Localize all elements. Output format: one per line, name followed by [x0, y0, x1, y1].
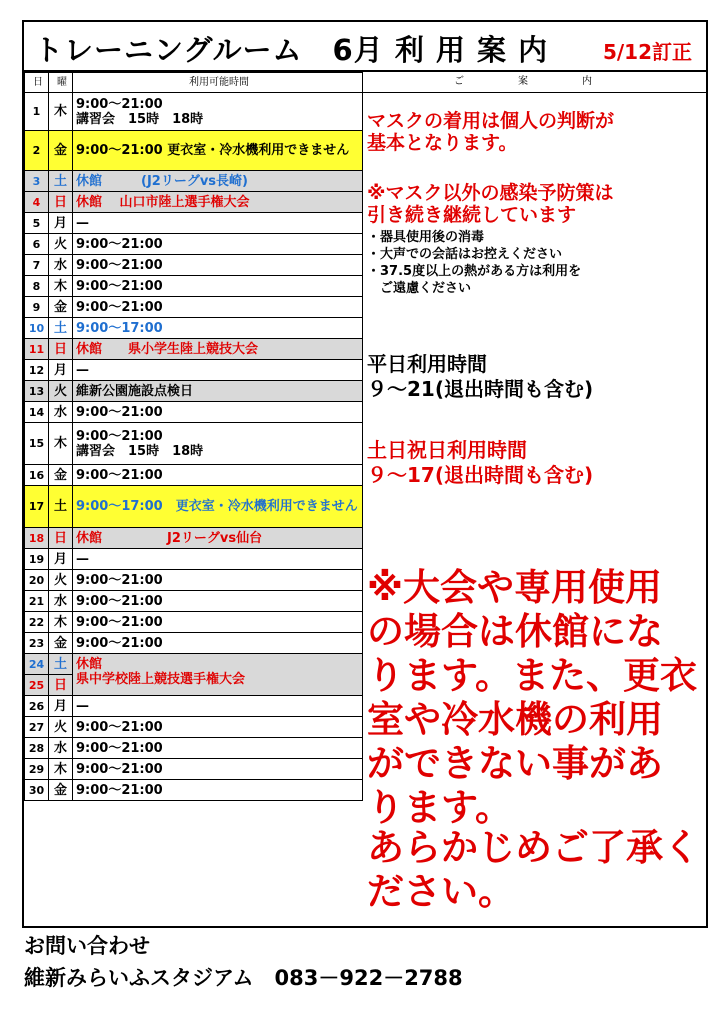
table-row [25, 339, 363, 360]
weekday-cell: 火 [49, 717, 73, 738]
contact-label: お問い合わせ [24, 934, 150, 958]
day-cell: 14 [25, 402, 49, 423]
weekday-cell: 土 [49, 318, 73, 339]
table-row [25, 276, 363, 297]
hours-cell: 9:00～21:00 講習会 15時 18時 [73, 423, 363, 465]
mask-policy-line1: マスクの着用は個人の判断が [367, 110, 615, 132]
weekday-cell: 土 [49, 171, 73, 192]
weekday-cell: 金 [49, 131, 73, 171]
weekend-hours-title: 土日祝日利用時間 [367, 438, 527, 462]
measure-item: ・37.5度以上の熱がある方は利用を [367, 264, 582, 279]
weekday-cell: 木 [49, 93, 73, 131]
table-row [25, 780, 363, 801]
weekday-hours-title: 平日利用時間 [367, 352, 487, 376]
day-cell: 3 [25, 171, 49, 192]
hours-cell: 9:00～17:00 [73, 318, 363, 339]
weekday-cell: 水 [49, 591, 73, 612]
header-day: 日 [25, 73, 49, 93]
schedule-table [24, 72, 363, 801]
hours-cell: 9:00～17:00 更衣室・冷水機利用できません [73, 486, 363, 528]
table-row [25, 549, 363, 570]
day-cell: 9 [25, 297, 49, 318]
table-row [25, 402, 363, 423]
day-cell: 5 [25, 213, 49, 234]
table-row [25, 591, 363, 612]
table-row [25, 612, 363, 633]
hours-cell: — [73, 696, 363, 717]
guide-panel [362, 72, 706, 926]
page-title: トレーニングルーム 6月 利 用 案 内 [34, 33, 549, 67]
other-measures-line1: ※マスク以外の感染予防策は [367, 182, 614, 204]
hours-cell: 9:00～21:00 [73, 255, 363, 276]
day-cell: 17 [25, 486, 49, 528]
table-row [25, 486, 363, 528]
weekday-cell: 金 [49, 780, 73, 801]
table-row [25, 131, 363, 171]
stadium-phone: 維新みらいふスタジアム 083－922－2788 [24, 966, 463, 990]
day-cell: 15 [25, 423, 49, 465]
table-row [25, 633, 363, 654]
other-measures-line2: 引き続き継続しています [367, 204, 577, 226]
table-row [25, 297, 363, 318]
hours-cell: 9:00～21:00 [73, 234, 363, 255]
header-weekday: 曜 [49, 73, 73, 93]
weekday-cell: 火 [49, 234, 73, 255]
weekday-cell: 月 [49, 549, 73, 570]
table-row [25, 318, 363, 339]
table-row [25, 465, 363, 486]
hours-cell: 維新公園施設点検日 [73, 381, 363, 402]
hours-cell: — [73, 360, 363, 381]
measure-item: ・器具使用後の消毒 [367, 230, 485, 245]
weekday-cell: 火 [49, 381, 73, 402]
weekday-cell: 月 [49, 696, 73, 717]
day-cell: 12 [25, 360, 49, 381]
day-cell: 6 [25, 234, 49, 255]
closure-note-line3: ります。また、更衣 [367, 654, 698, 697]
hours-cell: 9:00～21:00 [73, 276, 363, 297]
closure-note-line2: の場合は休館にな [367, 610, 663, 653]
mask-policy-line2: 基本となります。 [367, 132, 518, 154]
table-row [25, 570, 363, 591]
hours-cell: 9:00～21:00 [73, 297, 363, 318]
day-cell: 29 [25, 759, 49, 780]
table-row [25, 654, 363, 675]
weekday-cell: 水 [49, 402, 73, 423]
day-cell: 1 [25, 93, 49, 131]
weekday-cell: 日 [49, 192, 73, 213]
day-cell: 26 [25, 696, 49, 717]
day-cell: 21 [25, 591, 49, 612]
day-cell: 23 [25, 633, 49, 654]
table-row [25, 717, 363, 738]
day-cell: 30 [25, 780, 49, 801]
weekday-cell: 土 [49, 654, 73, 675]
closure-note-line5: ができない事があ [367, 742, 663, 785]
day-cell: 13 [25, 381, 49, 402]
table-row [25, 192, 363, 213]
hours-cell: 休館 J2リーグvs仙台 [73, 528, 363, 549]
day-cell: 4 [25, 192, 49, 213]
day-cell: 2 [25, 131, 49, 171]
day-cell: 11 [25, 339, 49, 360]
weekday-hours: ９～21(退出時間も含む) [367, 377, 594, 401]
hours-cell: 9:00～21:00 [73, 780, 363, 801]
hours-cell: 9:00～21:00 [73, 738, 363, 759]
table-row [25, 360, 363, 381]
day-cell: 16 [25, 465, 49, 486]
table-header-row [25, 73, 363, 93]
hours-cell: 9:00～21:00 [73, 759, 363, 780]
header-guide: ご 案 内 [362, 72, 706, 93]
hours-cell: 9:00～21:00 [73, 570, 363, 591]
hours-cell: 休館 山口市陸上選手権大会 [73, 192, 363, 213]
day-cell: 24 [25, 654, 49, 675]
day-cell: 8 [25, 276, 49, 297]
day-cell: 27 [25, 717, 49, 738]
weekday-cell: 月 [49, 213, 73, 234]
closure-note-line7: あらかじめご了承く [367, 826, 700, 869]
day-cell: 25 [25, 675, 49, 696]
title-row [24, 22, 706, 72]
hours-cell: 9:00～21:00 講習会 15時 18時 [73, 93, 363, 131]
table-row [25, 93, 363, 131]
table-row [25, 528, 363, 549]
table-row [25, 234, 363, 255]
weekday-cell: 金 [49, 633, 73, 654]
hours-cell: 休館 県小学生陸上競技大会 [73, 339, 363, 360]
closure-note-line1: ※大会や専用使用 [367, 566, 662, 609]
measure-item: ご遠慮ください [367, 281, 472, 296]
table-row [25, 171, 363, 192]
weekday-cell: 日 [49, 339, 73, 360]
day-cell: 10 [25, 318, 49, 339]
hours-cell: 9:00～21:00 [73, 717, 363, 738]
day-cell: 22 [25, 612, 49, 633]
hours-cell: — [73, 213, 363, 234]
weekend-hours: ９～17(退出時間も含む) [367, 463, 594, 487]
weekday-cell: 水 [49, 255, 73, 276]
hours-cell: — [73, 549, 363, 570]
hours-cell: 9:00～21:00 [73, 402, 363, 423]
weekday-cell: 木 [49, 276, 73, 297]
header-hours: 利用可能時間 [73, 73, 363, 93]
weekday-cell: 土 [49, 486, 73, 528]
weekday-cell: 木 [49, 759, 73, 780]
weekday-cell: 金 [49, 465, 73, 486]
day-cell: 7 [25, 255, 49, 276]
day-cell: 20 [25, 570, 49, 591]
table-row [25, 423, 363, 465]
closure-note-line8: ださい。 [367, 870, 515, 913]
weekday-cell: 月 [49, 360, 73, 381]
hours-cell: 9:00～21:00 [73, 591, 363, 612]
revision-note: 5/12訂正 [602, 40, 692, 64]
hours-cell: 9:00～21:00 [73, 633, 363, 654]
weekday-cell: 金 [49, 297, 73, 318]
measure-item: ・大声での会話はお控えください [367, 247, 563, 262]
hours-cell: 休館 県中学校陸上競技選手権大会 [73, 654, 363, 696]
weekday-cell: 木 [49, 423, 73, 465]
hours-cell: 9:00～21:00 [73, 465, 363, 486]
hours-cell: 9:00～21:00 [73, 612, 363, 633]
table-row [25, 381, 363, 402]
hours-cell: 休館 (J2リーグvs長崎) [73, 171, 363, 192]
weekday-cell: 水 [49, 738, 73, 759]
day-cell: 28 [25, 738, 49, 759]
table-row [25, 213, 363, 234]
hours-cell: 9:00～21:00 更衣室・冷水機利用できません [73, 131, 363, 171]
table-row [25, 255, 363, 276]
closure-note-line4: 室や冷水機の利用 [367, 698, 663, 741]
table-row [25, 738, 363, 759]
closure-note-line6: ります。 [367, 786, 513, 829]
schedule-sheet [22, 20, 708, 928]
table-row [25, 696, 363, 717]
weekday-cell: 火 [49, 570, 73, 591]
weekday-cell: 日 [49, 528, 73, 549]
day-cell: 18 [25, 528, 49, 549]
weekday-cell: 木 [49, 612, 73, 633]
table-row [25, 759, 363, 780]
weekday-cell: 日 [49, 675, 73, 696]
day-cell: 19 [25, 549, 49, 570]
